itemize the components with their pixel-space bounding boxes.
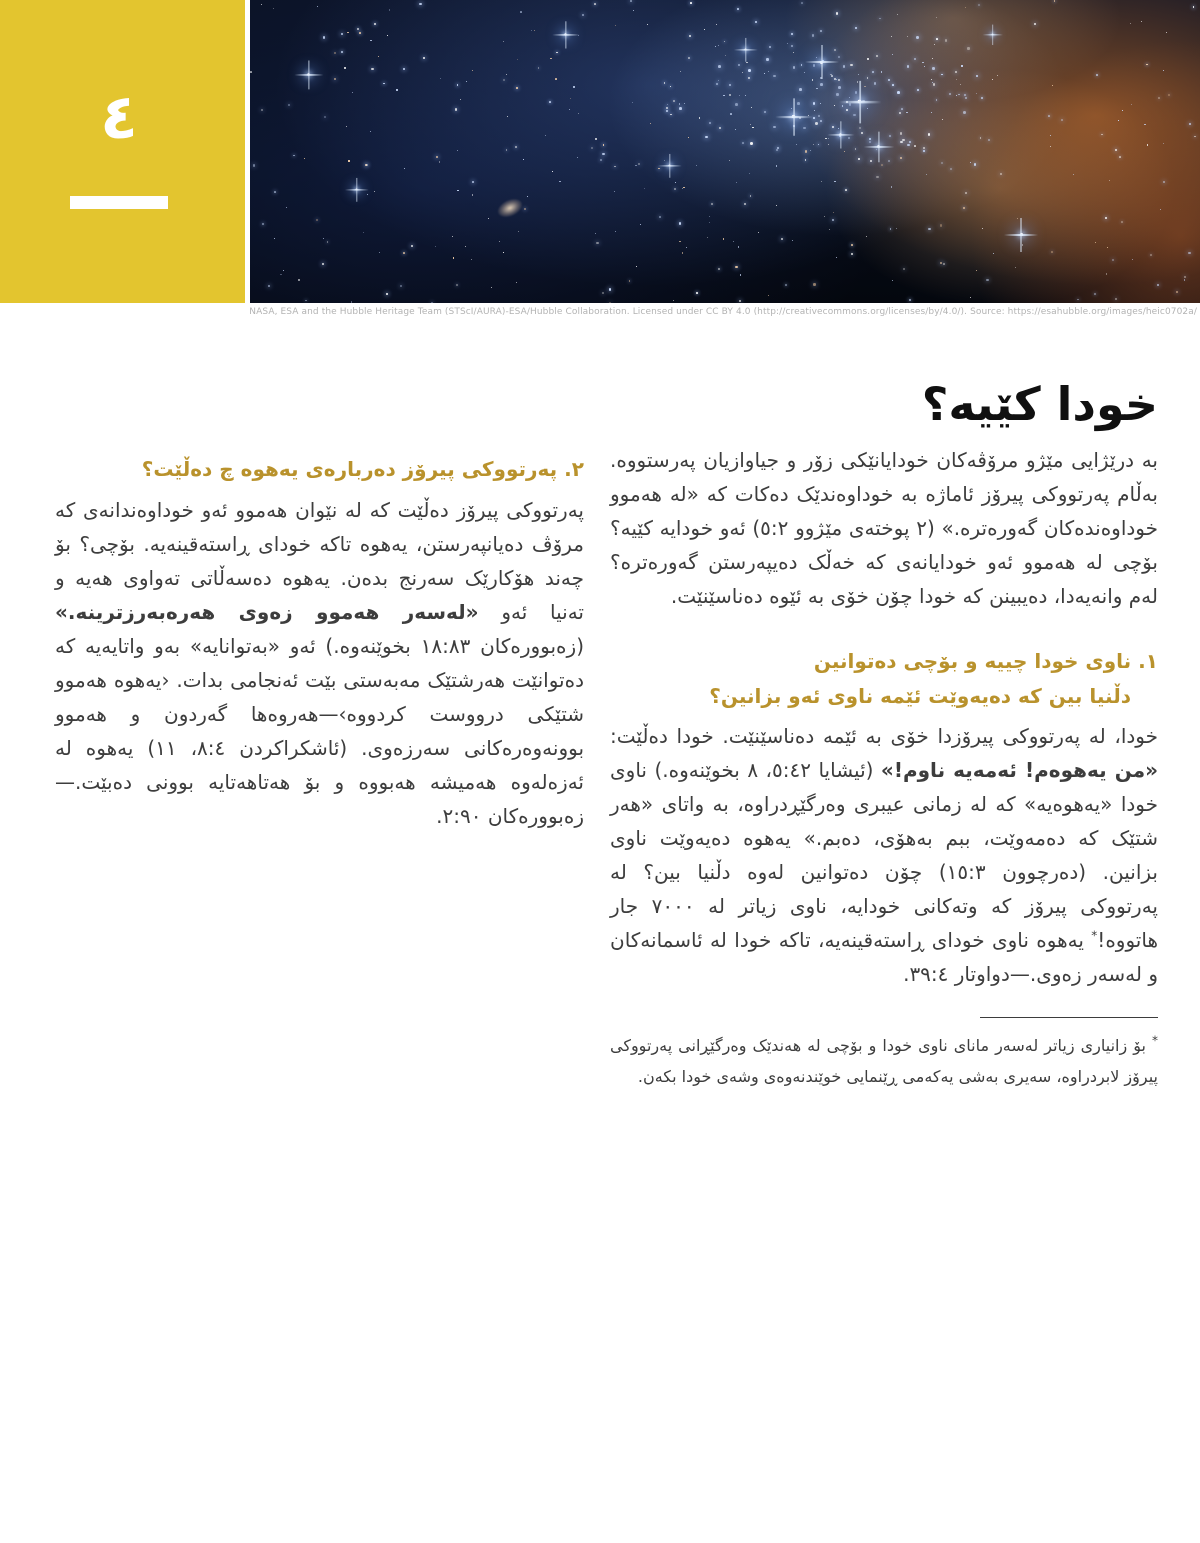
spiral-galaxy	[495, 195, 525, 220]
question-1-title-line2: دڵنیا بین که دەیەوێت ئێمه ناوی ئەو بزانین؟	[709, 684, 1131, 708]
bright-star	[668, 164, 670, 166]
question-1-title-line1: ١. ناوی خودا چییه و بۆچی دەتوانین	[813, 649, 1158, 673]
footnote-divider	[980, 1017, 1158, 1018]
column-q2	[55, 443, 584, 1092]
bright-star	[839, 134, 841, 136]
bright-star	[564, 34, 566, 36]
page-number: ٤	[100, 80, 138, 153]
question-1-number: ١.	[1138, 649, 1158, 673]
article-columns	[55, 443, 1158, 1092]
column-intro-q1	[610, 443, 1158, 1092]
footnote	[610, 1030, 1158, 1092]
intro-paragraph: به درێژایی مێژو مرۆڤەکان خودایانێکی زۆر و جیاوازیان پەرستووه. بەڵام پەرتووکی پیرۆز ئاماژه به خوداوەندێک دەکات که «له هەموو خوداوەندەکان گەورەتره.» (٢ پوختەی مێژوو ٥:٢) ئەو خودایه کێیه؟ بۆچی له هەموو ئەو خودایانەی که خەڵک دەیپەرستن گەورەتره؟ لەم وانەیەدا، دەیبینن که خودا چۆن خۆی به ئێوه دەناسێنێت.	[610, 448, 1158, 608]
bright-star	[355, 188, 357, 190]
bright-star	[744, 49, 746, 51]
bright-star	[877, 146, 880, 149]
hero-image	[250, 0, 1200, 303]
page-number-underline	[70, 196, 168, 209]
bright-star	[858, 100, 862, 104]
page-number-tab	[0, 0, 245, 303]
question-2-number: ٢.	[564, 457, 584, 481]
bright-star	[791, 115, 794, 118]
question-1-paragraph: خودا، له پەرتووکی پیرۆزدا خۆی به ئێمه دەناسێنێت. خودا دەڵێت: «من یەهوەم! ئەمەیه ناوم!» (ئیشایا ٥:٤٢، ٨ بخوێنەوه.) ناوی خودا «یەهوەیه» که له زمانی عیبری وەرگێڕدراوه، به واتای «هەر شتێک که دەمەوێت، ببم بەهۆی، دەبم.» یەهوه دەیەوێت ناوی بزانین. (دەرچوون ١٥:٣) چۆن دەتوانین لەوه دڵنیا بین؟ له پەرتووکی پیرۆز که وتەکانی خودایه، ناوی زیاتر له ٧٠٠٠ جار هاتووه!* یەهوه ناوی خودای ڕاستەقینەیه، تاکه خودا له ئاسمانەکان و لەسەر زەوی.—دواوتار ٣٩:٤.	[610, 724, 1159, 986]
question-2-paragraph: پەرتووکی پیرۆز دەڵێت که له نێوان هەموو ئەو خوداوەندانەی که مرۆڤ دەیانپەرستن، یەهوه تاکه خودای ڕاستەقینەیه. بۆچی؟ بۆ چەند هۆکارێک سەرنج بدەن. یەهوه دەسەڵاتی تەواوی هەیه و تەنیا ئەو «لەسەر هەموو زەوی هەرەبەرزترینه.» (زەبوورەکان ١٨:٨٣ بخوێنەوه.) ئەو «بەتوانایه» بەو واتایەیه که دەتوانێت هەرشتێک مەبەستی بێت ئەنجامی بدات. ‹یەهوه هەموو شتێکی درووست کردووه›—هەروەها گەردون و هەموو بوونەوەرەکانی سەرزەوی. (ئاشکراکردن ٨:٤، ١١) یەهوه له ئەزەلەوه هەمیشه هەبووه و بۆ هەتاهەتایه بوونی دەبێت.—زەبوورەکان ٢:٩٠.	[55, 498, 585, 828]
bright-star	[307, 73, 310, 76]
bright-star	[1020, 233, 1023, 236]
question-2-heading	[55, 452, 584, 487]
footnote-text: بۆ زانیاری زیاتر لەسەر مانای ناوی خودا و بۆچی له هەندێک وەرگێڕانی پەرتووکی پیرۆز لابردراوه، سەیری بەشی یەکەمی ڕێنمایی خوێندنەوەی وشەی خودا بکەن.	[610, 1036, 1158, 1086]
page-title: خودا کێیه؟	[921, 376, 1158, 431]
question-2-title: پەرتووکی پیرۆز دەربارەی یەهوه چ دەڵێت؟	[141, 457, 558, 481]
bright-star	[992, 34, 994, 36]
image-credit: NASA, ESA and the Hubble Heritage Team (STScI/AURA)-ESA/Hubble Collaboration. Licensed under CC BY 4.0 (http://creativecommons.org/licenses/by/4.0/). Source: https://esahubble.org/images/heic0702a/	[249, 307, 1197, 317]
question-1-heading	[610, 644, 1158, 714]
bright-star	[820, 61, 823, 64]
footnote-marker: *	[1152, 1033, 1158, 1048]
